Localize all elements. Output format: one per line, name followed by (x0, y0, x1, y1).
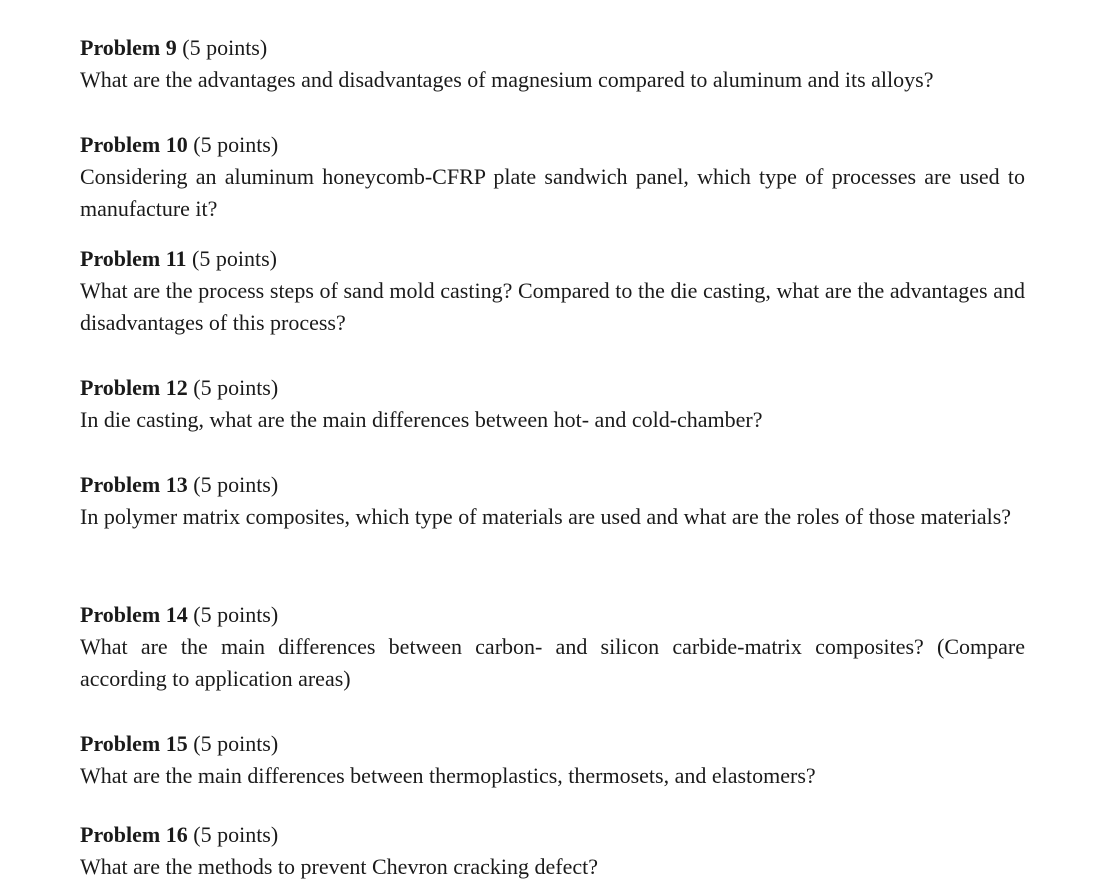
problem-heading (80, 728, 1025, 760)
problem-12 (80, 372, 1025, 436)
problem-13 (80, 469, 1025, 533)
problem-points: (5 points) (192, 246, 277, 271)
problem-heading (80, 372, 1025, 404)
problem-11 (80, 243, 1025, 339)
problem-question: In die casting, what are the main differences between hot- and cold-chamber? (80, 407, 763, 432)
problem-question: What are the main differences between carbon- and silicon carbide-matrix composites? (Compare according to application areas) (80, 634, 1025, 691)
problem-question: What are the advantages and disadvantages of magnesium compared to aluminum and its alloys? (80, 67, 934, 92)
problem-points: (5 points) (193, 472, 279, 497)
problem-points: (5 points) (193, 822, 279, 847)
problem-question: What are the main differences between thermoplastics, thermosets, and elastomers? (80, 763, 816, 788)
problem-title: Problem 12 (80, 375, 188, 400)
problem-heading (80, 819, 1025, 851)
problem-title: Problem 13 (80, 472, 188, 497)
problem-question: What are the process steps of sand mold casting? Compared to the die casting, what are the advantages and disadvantages of this process? (80, 278, 1025, 335)
problem-points: (5 points) (193, 132, 279, 157)
problem-15 (80, 728, 1025, 792)
problem-question: In polymer matrix composites, which type of materials are used and what are the roles of those materials? (80, 504, 1012, 529)
problem-title: Problem 11 (80, 246, 187, 271)
problem-heading (80, 129, 1025, 161)
problem-heading (80, 32, 1025, 64)
problem-points: (5 points) (193, 602, 279, 627)
problem-title: Problem 9 (80, 35, 177, 60)
problem-points: (5 points) (193, 731, 279, 756)
problem-title: Problem 16 (80, 822, 188, 847)
problem-title: Problem 15 (80, 731, 188, 756)
problem-10 (80, 129, 1025, 225)
problem-14 (80, 599, 1025, 695)
problem-question: Considering an aluminum honeycomb-CFRP plate sandwich panel, which type of processes are used to manufacture it? (80, 164, 1025, 221)
problem-points: (5 points) (182, 35, 268, 60)
problem-title: Problem 14 (80, 602, 188, 627)
problem-title: Problem 10 (80, 132, 188, 157)
problem-9 (80, 32, 1025, 96)
problem-16 (80, 819, 1025, 883)
problem-question: What are the methods to prevent Chevron cracking defect? (80, 854, 598, 879)
problem-heading (80, 469, 1025, 501)
problem-heading (80, 599, 1025, 631)
problem-heading (80, 243, 1025, 275)
problem-points: (5 points) (193, 375, 279, 400)
